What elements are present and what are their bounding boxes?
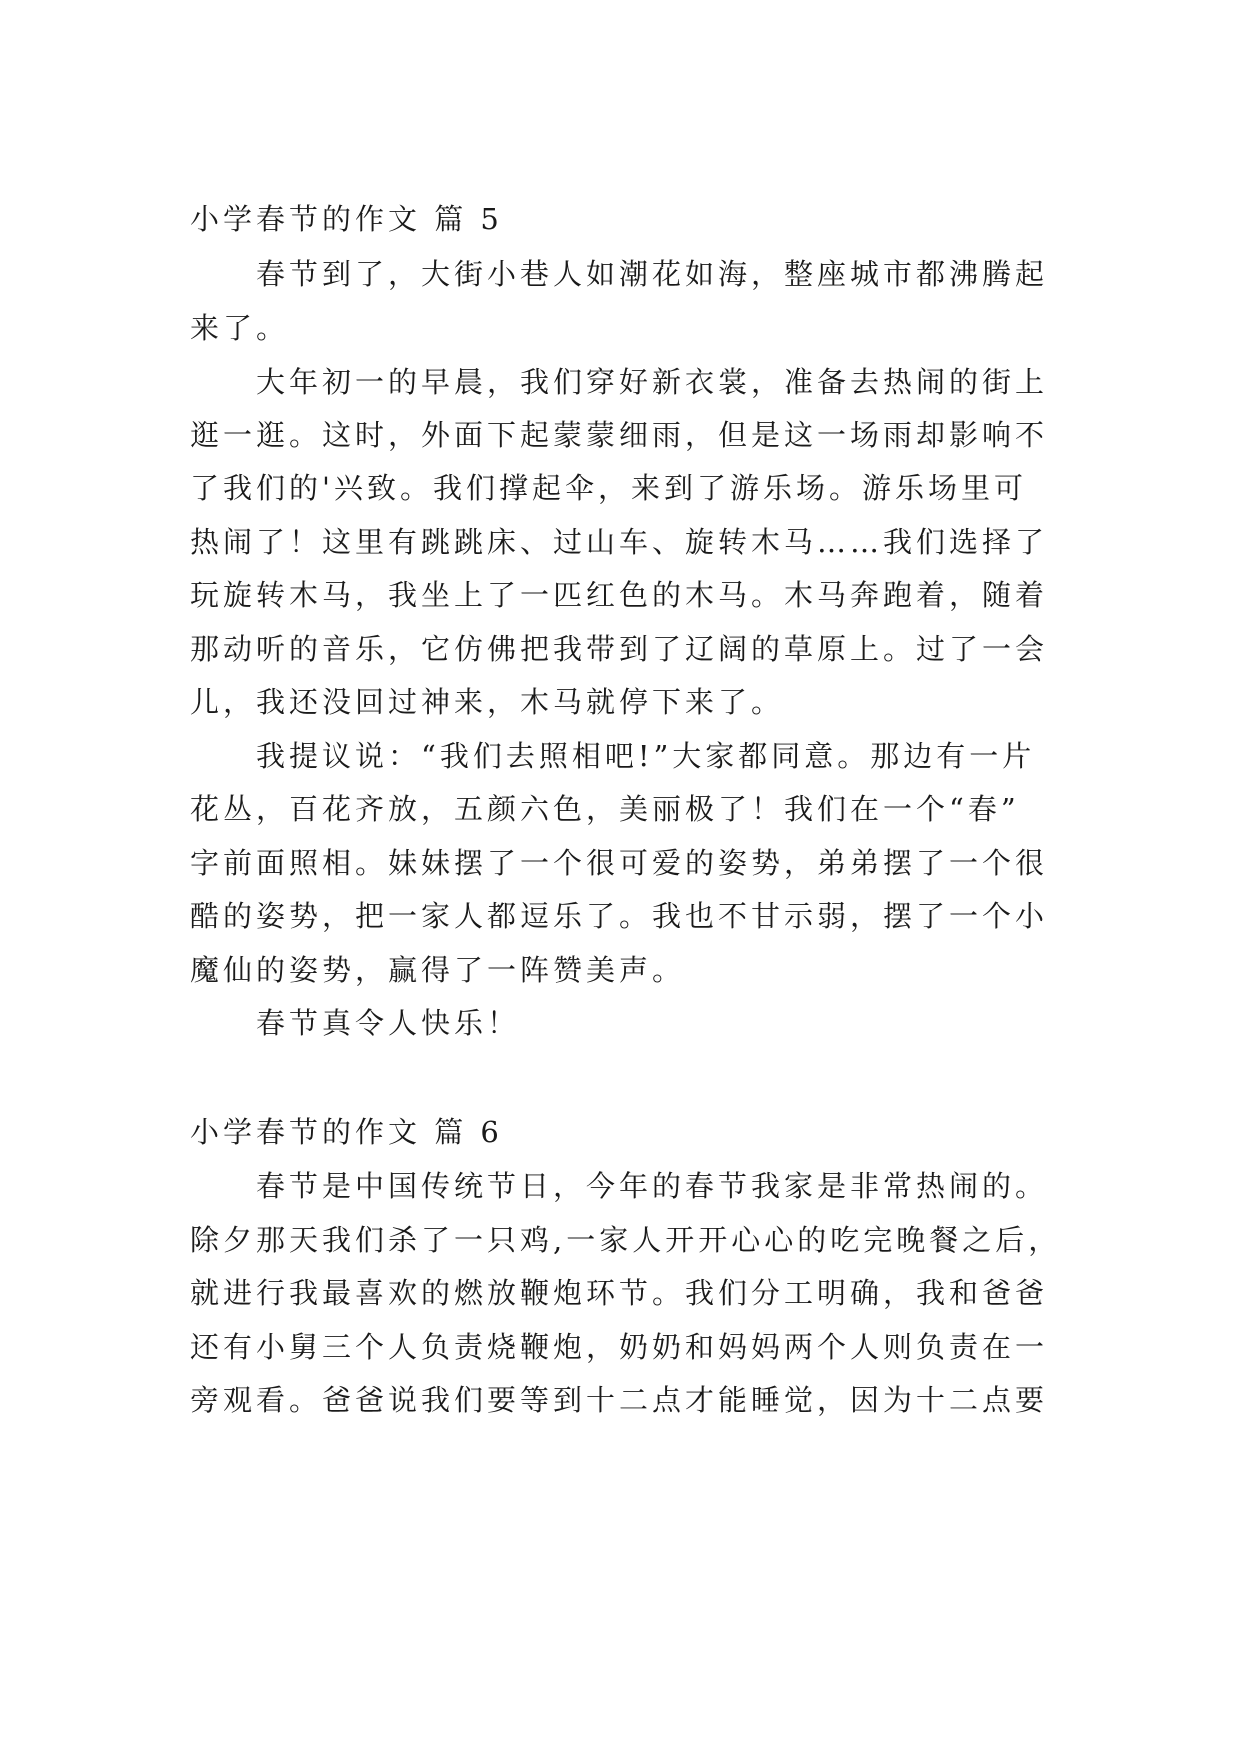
paragraph-line: 就进行我最喜欢的燃放鞭炮环节。我们分工明确，我和爸爸 xyxy=(190,1276,1049,1310)
paragraph-line: 儿，我还没回过神来，木马就停下来了。 xyxy=(190,685,785,719)
paragraph-line: 来了。 xyxy=(190,311,290,345)
paragraph-line: 那动听的音乐，它仿佛把我带到了辽阔的草原上。过了一会 xyxy=(190,632,1049,666)
paragraph-line: 逛一逛。这时，外面下起蒙蒙细雨，但是这一场雨却影响不 xyxy=(190,418,1049,452)
paragraph-line: 春节到了，大街小巷人如潮花如海，整座城市都沸腾起 xyxy=(256,257,1049,291)
paragraph-line: 我提议说：“我们去照相吧!”大家都同意。那边有一片 xyxy=(256,739,1036,773)
paragraph-line: 大年初一的早晨，我们穿好新衣裳，准备去热闹的街上 xyxy=(256,365,1049,399)
paragraph-line: 魔仙的姿势，赢得了一阵赞美声。 xyxy=(190,953,686,987)
paragraph-line: 春节真令人快乐！ xyxy=(256,1006,521,1040)
document-page xyxy=(190,0,1070,1754)
paragraph-line: 除夕那天我们杀了一只鸡,一家人开开心心的吃完晚餐之后， xyxy=(190,1223,1062,1257)
paragraph-line: 还有小舅三个人负责烧鞭炮，奶奶和妈妈两个人则负责在一 xyxy=(190,1330,1049,1364)
paragraph-line: 热闹了！这里有跳跳床、过山车、旋转木马……我们选择了 xyxy=(190,525,1049,559)
paragraph-line: 玩旋转木马，我坐上了一匹红色的木马。木马奔跑着，随着 xyxy=(190,578,1049,612)
paragraph-line: 春节是中国传统节日，今年的春节我家是非常热闹的。 xyxy=(256,1169,1049,1203)
paragraph-line: 了我们的'兴致。我们撑起伞，来到了游乐场。游乐场里可 xyxy=(190,471,1027,505)
paragraph-line: 酷的姿势，把一家人都逗乐了。我也不甘示弱，摆了一个小 xyxy=(190,899,1049,933)
paragraph-line: 旁观看。爸爸说我们要等到十二点才能睡觉，因为十二点要 xyxy=(190,1383,1049,1417)
section-title-6: 小学春节的作文 篇 6 xyxy=(190,1115,503,1149)
paragraph-line: 花丛，百花齐放，五颜六色，美丽极了！我们在一个“春” xyxy=(190,792,1020,826)
section-title-5: 小学春节的作文 篇 5 xyxy=(190,202,503,236)
paragraph-line: 字前面照相。妹妹摆了一个很可爱的姿势，弟弟摆了一个很 xyxy=(190,846,1049,880)
